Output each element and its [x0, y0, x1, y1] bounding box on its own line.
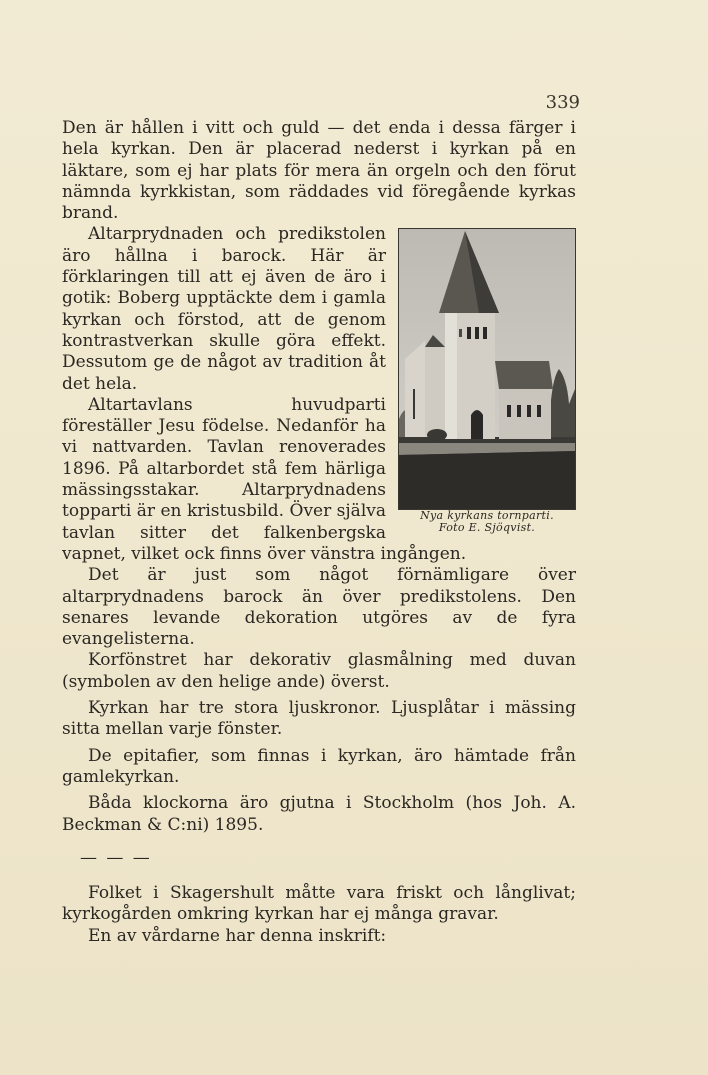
- paragraph-10: En av vårdarne har denna inskrift:: [88, 925, 387, 946]
- photo-caption: [398, 510, 576, 534]
- paragraph-8: Båda klockorna äro gjutna i Stockholm (hos Joh. A. Beckman & C:ni) 1895.: [62, 793, 576, 835]
- paragraph-7: De epitafier, som finnas i kyrkan, äro hämtade från gamlekyrkan.: [62, 745, 576, 787]
- body-text: [62, 118, 576, 947]
- church-photo-figure: [398, 228, 576, 534]
- section-separator: — — —: [80, 847, 152, 868]
- church-tower-photo: [398, 228, 576, 510]
- paragraph-1: Den är hållen i vitt och guld — det enda i dessa färger i hela kyrkan. Den är placerad nederst i kyrkan på en läktare, som ej har plats för mera än orgeln och den förut nämnda kyrkkistan, som räddades vid föregående kyrkas brand.: [62, 118, 576, 224]
- paragraph-6: Kyrkan har tre stora ljuskronor. Ljusplåtar i mässing sitta mellan varje fönster.: [62, 698, 576, 740]
- paragraph-2-text: Altarprydnaden och predikstolen äro hållna i barock. Här är förklaringen till att ej även de äro i gotik: Boberg upptäckte dem i gamla kyrkan och förstod, att de genom kontrastverkan skulle göra effekt. Dessutom ge de något av tradition åt det hela.: [62, 224, 386, 394]
- paragraph-5: Korfönstret har dekorativ glasmålning med duvan (symbolen av den helige ande) överst.: [62, 650, 576, 692]
- paragraph-3: Altartavlans huvudparti föreställer Jesu födelse. Nedanför ha vi nattvarden. Tavlan renoverades 1896. På altarbordet stå fem härliga mässingsstakar. Altarprydnadens topparti är en kristusbild. Över själva tavlan sitter det falkenbergska vapnet, vilket ock finns över vänstra ingången.: [62, 394, 467, 564]
- caption-credit: Foto E. Sjöqvist.: [438, 521, 536, 535]
- paragraph-4: Det är just som något förnämligare över altarprydnadens barock än över predikstolens. Den senares levande dekoration utgöres av de fyra evangelisterna.: [62, 565, 576, 650]
- caption-title: Nya kyrkans tornparti.: [420, 509, 554, 523]
- page-number: 339: [545, 92, 580, 113]
- paragraph-9: Folket i Skagershult måtte vara friskt och långlivat; kyrkogården omkring kyrkan har ej många gravar.: [62, 883, 576, 925]
